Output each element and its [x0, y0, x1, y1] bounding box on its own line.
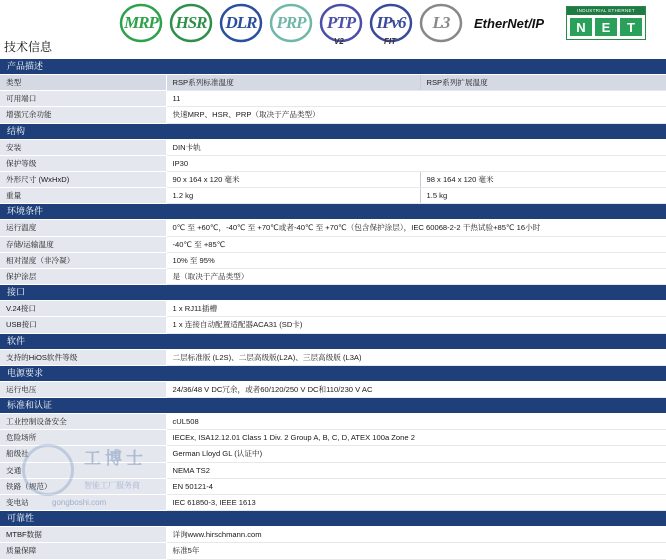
ipv6-logo	[368, 2, 414, 44]
prp-logo-text: PRP	[276, 13, 306, 32]
ptp-logo-text: PTP	[326, 13, 356, 32]
spec-row	[0, 495, 666, 511]
spec-value: NEMA TS2	[166, 462, 666, 478]
spec-label: 重量	[0, 188, 166, 204]
spec-row	[0, 349, 666, 365]
section-title: 环境条件	[0, 204, 666, 220]
spec-row	[0, 478, 666, 494]
section-header	[0, 365, 666, 381]
spec-row	[0, 430, 666, 446]
spec-label: 支持的HiOS软件等级	[0, 349, 166, 365]
spec-label: 船级社	[0, 446, 166, 462]
spec-value: 1 x RJ11插槽	[166, 301, 666, 317]
spec-row	[0, 155, 666, 171]
hsr-logo-text: HSR	[175, 13, 207, 32]
spec-table	[0, 59, 666, 560]
spec-row	[0, 527, 666, 543]
spec-label: 存储/运输温度	[0, 236, 166, 252]
spec-label: 保护涂层	[0, 269, 166, 285]
spec-value-standard: 1.2 kg	[166, 188, 420, 204]
spec-value: 11	[166, 91, 666, 107]
section-title: 可靠性	[0, 511, 666, 527]
watermark-subtitle: 智能工厂服务商	[84, 481, 140, 490]
spec-row	[0, 462, 666, 478]
spec-value: DIN卡轨	[166, 139, 666, 155]
spec-label: 安装	[0, 139, 166, 155]
spec-value-standard: RSP系列标准温度	[166, 75, 420, 91]
l3-logo-text: L3	[432, 13, 450, 32]
spec-value: cUL508	[166, 414, 666, 430]
spec-label: 变电站	[0, 495, 166, 511]
spec-value-extended: RSP系列扩展温度	[420, 75, 666, 91]
section-header	[0, 123, 666, 139]
spec-value: 详询www.hirschmann.com	[166, 527, 666, 543]
spec-label: 相对湿度（非冷凝）	[0, 252, 166, 268]
spec-value: 快速MRP、HSR、PRP（取决于产品类型）	[166, 107, 666, 123]
industrial-ethernet-caption: INDUSTRIAL ETHERNET	[567, 7, 645, 15]
spec-row	[0, 446, 666, 462]
spec-value: 二层标准版 (L2S)、二层高级版(L2A)、三层高级版 (L3A)	[166, 349, 666, 365]
section-title: 电源要求	[0, 365, 666, 381]
spec-value: 24/36/48 V DC冗余，或者60/120/250 V DC和110/230 V AC	[166, 381, 666, 397]
section-header	[0, 511, 666, 527]
dlr-logo	[218, 2, 264, 44]
page-title: 技术信息	[4, 40, 53, 54]
spec-value: EN 50121-4	[166, 478, 666, 494]
spec-value: 0℃ 至 +60℃，-40℃ 至 +70℃或者-40℃ 至 +70℃（包含保护涂层），IEC 60068-2-2 干热试验+85℃ 16小时	[166, 220, 666, 236]
ptp-logo-subtext: V2	[334, 37, 344, 46]
section-title: 接口	[0, 285, 666, 301]
spec-row	[0, 301, 666, 317]
industrial-ethernet-logo	[566, 6, 646, 40]
industrial-net-letter: E	[595, 18, 617, 36]
spec-value: -40℃ 至 +85℃	[166, 236, 666, 252]
section-header	[0, 59, 666, 75]
spec-row	[0, 91, 666, 107]
ethernet-ip-logo: EtherNet/IP	[474, 15, 545, 31]
spec-row	[0, 75, 666, 91]
spec-value: 标准5年	[166, 543, 666, 559]
hsr-logo	[168, 2, 214, 44]
spec-label: 类型	[0, 75, 166, 91]
mrp-logo	[118, 2, 164, 44]
spec-label: 运行温度	[0, 220, 166, 236]
spec-value-extended: 98 x 164 x 120 毫米	[420, 172, 666, 188]
spec-label: 危险场所	[0, 430, 166, 446]
spec-value: 10% 至 95%	[166, 252, 666, 268]
spec-row	[0, 172, 666, 188]
spec-value: 1 x 连接自动配置适配器ACA31 (SD卡)	[166, 317, 666, 333]
spec-label: 运行电压	[0, 381, 166, 397]
ptp-logo	[318, 2, 364, 44]
spec-row	[0, 252, 666, 268]
spec-value: German Lloyd GL (认证中)	[166, 446, 666, 462]
spec-label: 可用端口	[0, 91, 166, 107]
watermark-title: 工博士	[84, 449, 147, 468]
section-header	[0, 398, 666, 414]
dlr-logo-text: DLR	[225, 13, 257, 32]
section-header	[0, 204, 666, 220]
spec-row	[0, 381, 666, 397]
spec-label: MTBF数据	[0, 527, 166, 543]
spec-label: 质量保障	[0, 543, 166, 559]
spec-row	[0, 188, 666, 204]
spec-value-standard: 90 x 164 x 120 毫米	[166, 172, 420, 188]
industrial-net-letter: N	[570, 18, 592, 36]
section-title: 结构	[0, 123, 666, 139]
section-header	[0, 285, 666, 301]
spec-label: 铁路（规范）	[0, 478, 166, 494]
spec-value: 是（取决于产品类型）	[166, 269, 666, 285]
spec-row	[0, 414, 666, 430]
spec-row	[0, 543, 666, 559]
spec-value: IEC 61850-3, IEEE 1613	[166, 495, 666, 511]
section-title: 软件	[0, 333, 666, 349]
spec-label: 增强冗余功能	[0, 107, 166, 123]
spec-label: USB接口	[0, 317, 166, 333]
ipv6-logo-subtext: FIT	[384, 37, 396, 46]
spec-row	[0, 317, 666, 333]
l3-logo	[418, 2, 464, 44]
spec-label: 交通	[0, 462, 166, 478]
spec-row	[0, 107, 666, 123]
mrp-logo-text: MRP	[124, 13, 158, 32]
spec-value-extended: 1.5 kg	[420, 188, 666, 204]
spec-row	[0, 236, 666, 252]
spec-value: IECEx, ISA12.12.01 Class 1 Div. 2 Group A, B, C, D, ATEX 100a Zone 2	[166, 430, 666, 446]
spec-label: 外形尺寸 (WxHxD)	[0, 172, 166, 188]
section-title: 产品描述	[0, 59, 666, 75]
spec-value: IP30	[166, 155, 666, 171]
section-header	[0, 333, 666, 349]
prp-logo	[268, 2, 314, 44]
certification-logo-strip	[118, 0, 666, 46]
spec-row	[0, 139, 666, 155]
spec-label: V.24接口	[0, 301, 166, 317]
watermark-url: gongboshi.com	[52, 498, 107, 507]
section-title: 标准和认证	[0, 398, 666, 414]
spec-row	[0, 269, 666, 285]
spec-label: 工业控制设备安全	[0, 414, 166, 430]
spec-row	[0, 220, 666, 236]
industrial-net-letter: T	[620, 18, 642, 36]
ipv6-logo-text: IPv6	[376, 13, 406, 32]
spec-label: 保护等级	[0, 155, 166, 171]
